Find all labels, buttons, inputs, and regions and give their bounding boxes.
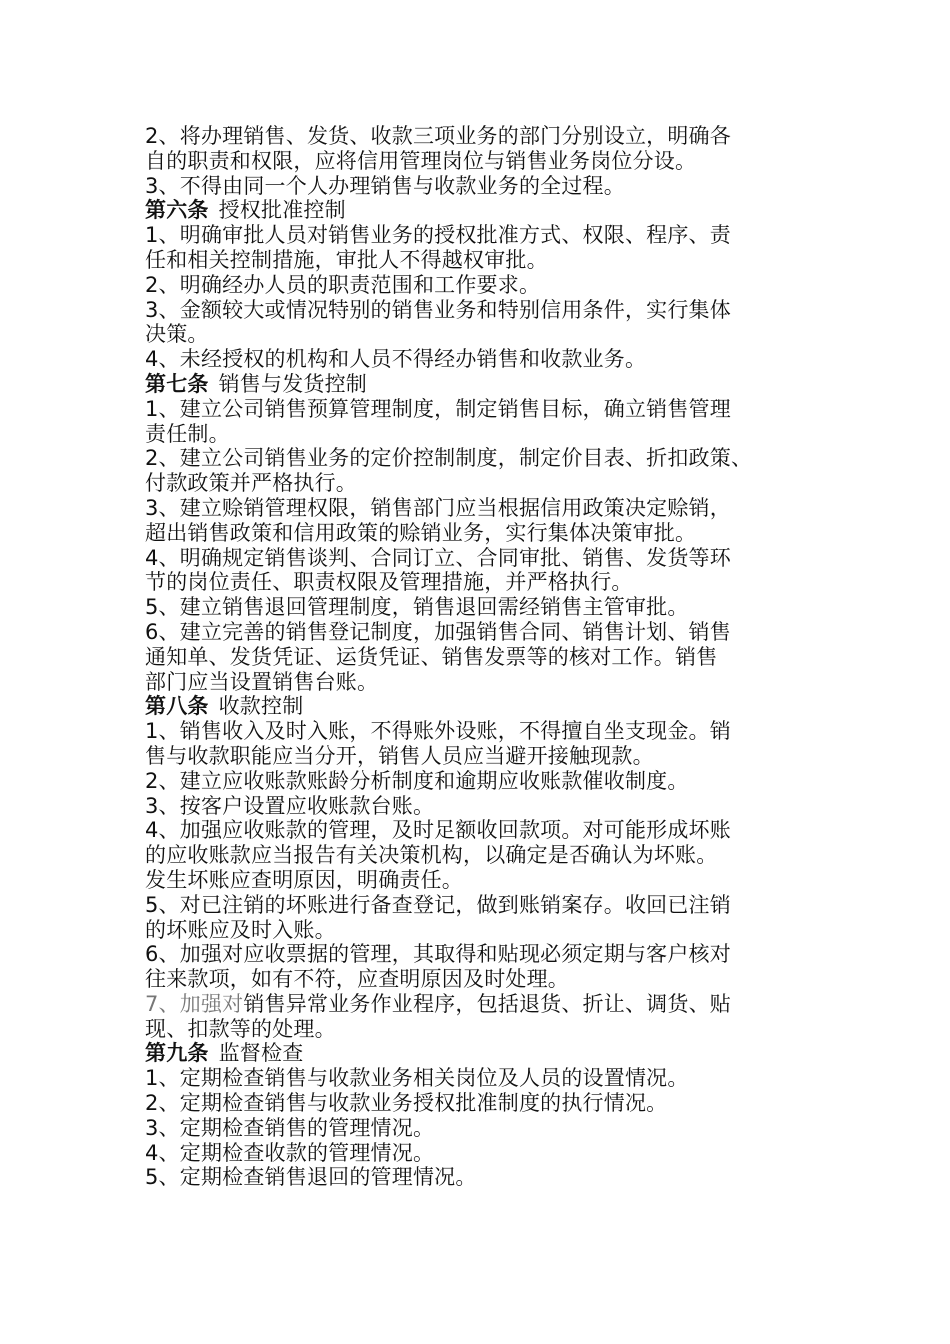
paragraph-line: 责任制。 xyxy=(145,421,230,446)
paragraph-line: 部门应当设置销售台账。 xyxy=(145,669,379,694)
paragraph-line: 1、明确审批人员对销售业务的授权批准方式、权限、程序、责 xyxy=(145,223,731,248)
paragraph-line: 2、将办理销售、发货、收款三项业务的部门分别设立，明确各 xyxy=(145,124,731,148)
paragraph-line: 6、建立完善的销售登记制度，加强销售合同、销售计划、销售 xyxy=(145,619,731,644)
paragraph-line: 5、建立销售退回管理制度，销售退回需经销售主管审批。 xyxy=(145,595,689,620)
line-remainder: 销售异常业务作业程序，包括退货、折让、调货、贴 xyxy=(243,991,731,1016)
paragraph-line: 2、建立应收账款账龄分析制度和逾期应收账款催收制度。 xyxy=(145,768,689,793)
paragraph-line: 4、加强应收账款的管理，及时足额收回款项。对可能形成坏账 xyxy=(145,818,731,843)
paragraph-line: 通知单、发货凭证、运货凭证、销售发票等的核对工作。销售 xyxy=(145,644,718,669)
paragraph-line: 节的岗位责任、职责权限及管理措施，并严格执行。 xyxy=(145,570,633,595)
paragraph-line: 现、扣款等的处理。 xyxy=(145,1016,336,1041)
paragraph-line: 4、明确规定销售谈判、合同订立、合同审批、销售、发货等环 xyxy=(145,545,731,570)
section-heading-6 xyxy=(145,198,835,223)
paragraph-line: 超出销售政策和信用政策的赊销业务，实行集体决策审批。 xyxy=(145,520,697,545)
paragraph-line: 决策。 xyxy=(145,322,209,347)
section-heading-7 xyxy=(145,372,835,397)
paragraph-line: 1、定期检查销售与收款业务相关岗位及人员的设置情况。 xyxy=(145,1066,689,1091)
section-number: 第九条 xyxy=(145,1041,209,1066)
paragraph-line: 3、金额较大或情况特别的销售业务和特别信用条件，实行集体 xyxy=(145,297,731,322)
paragraph-line: 2、定期检查销售与收款业务授权批准制度的执行情况。 xyxy=(145,1091,668,1116)
section-title: 收款控制 xyxy=(218,694,304,719)
paragraph-line: 发生坏账应查明原因，明确责任。 xyxy=(145,867,463,892)
section-number: 第七条 xyxy=(145,371,209,396)
paragraph-line: 4、定期检查收款的管理情况。 xyxy=(145,1140,435,1165)
section-title: 销售与发货控制 xyxy=(218,371,368,396)
paragraph-line: 售与收款职能应当分开，销售人员应当避开接触现款。 xyxy=(145,743,654,768)
paragraph-line: 任和相关控制措施，审批人不得越权审批。 xyxy=(145,247,548,272)
paragraph-line xyxy=(145,992,835,1017)
section-number: 第八条 xyxy=(145,694,209,719)
paragraph-line: 的坏账应及时入账。 xyxy=(145,917,336,942)
paragraph-line: 的应收账款应当报告有关决策机构，以确定是否确认为坏账。 xyxy=(145,843,718,868)
section-number: 第六条 xyxy=(145,198,209,223)
paragraph-line: 6、加强对应收票据的管理，其取得和贴现必须定期与客户核对 xyxy=(145,942,731,967)
paragraph-line: 2、建立公司销售业务的定价控制制度，制定价目表、折扣政策、 xyxy=(145,446,753,471)
paragraph-line: 3、建立赊销管理权限，销售部门应当根据信用政策决定赊销， xyxy=(145,495,731,520)
section-heading-9 xyxy=(145,1041,835,1066)
section-title: 授权批准控制 xyxy=(218,198,346,223)
paragraph-line: 3、定期检查销售的管理情况。 xyxy=(145,1115,435,1140)
document-body xyxy=(145,124,835,1190)
paragraph-line: 自的职责和权限，应将信用管理岗位与销售业务岗位分设。 xyxy=(145,148,697,173)
highlighted-prefix: 7、加强对 xyxy=(145,991,244,1016)
paragraph-line: 1、建立公司销售预算管理制度，制定销售目标，确立销售管理 xyxy=(145,396,731,421)
paragraph-line: 2、明确经办人员的职责范围和工作要求。 xyxy=(145,272,541,297)
section-heading-8 xyxy=(145,694,835,719)
paragraph-line: 付款政策并严格执行。 xyxy=(145,471,357,496)
paragraph-line: 5、定期检查销售退回的管理情况。 xyxy=(145,1165,477,1190)
section-title: 监督检查 xyxy=(218,1041,304,1066)
paragraph-line: 5、对已注销的坏账进行备查登记，做到账销案存。收回已注销 xyxy=(145,892,731,917)
paragraph-line: 4、未经授权的机构和人员不得经办销售和收款业务。 xyxy=(145,347,647,372)
paragraph-line: 3、不得由同一个人办理销售与收款业务的全过程。 xyxy=(145,173,625,198)
paragraph-line: 1、销售收入及时入账，不得账外设账，不得擅自坐支现金。销 xyxy=(145,719,731,744)
paragraph-line: 往来款项，如有不符，应查明原因及时处理。 xyxy=(145,967,569,992)
paragraph-line: 3、按客户设置应收账款台账。 xyxy=(145,793,435,818)
